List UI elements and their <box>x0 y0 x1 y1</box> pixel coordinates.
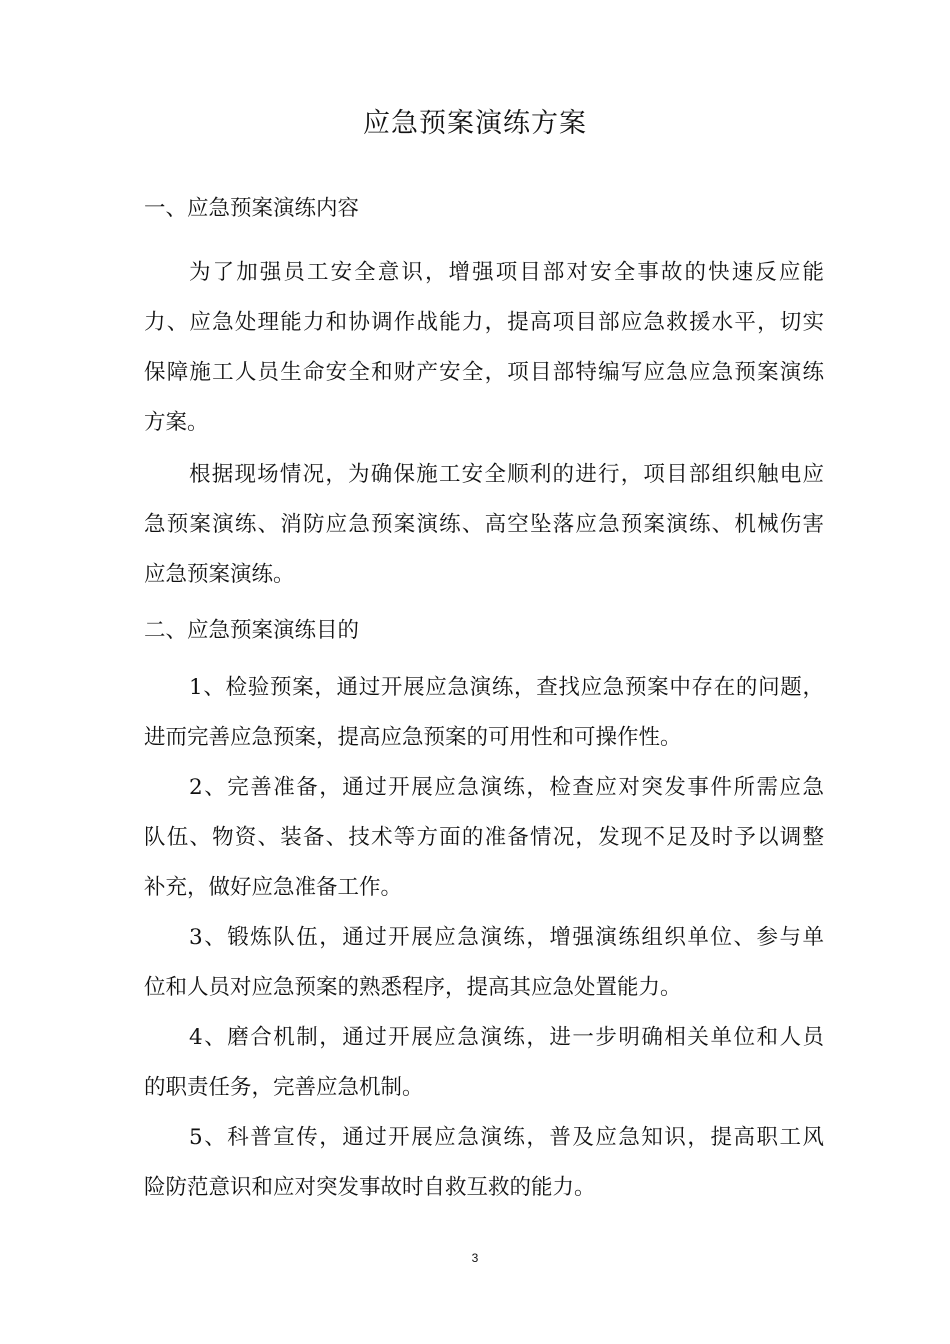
paragraph-line: 保障施工人员生命安全和财产安全，项目部特编写应急应急预案演练 <box>144 360 824 385</box>
list-item-line: 1、检验预案，通过开展应急演练，查找应急预案中存在的问题， <box>189 675 824 700</box>
document-title: 应急预案演练方案 <box>363 108 587 139</box>
list-item-line: 补充，做好应急准备工作。 <box>144 875 403 900</box>
list-item-line: 位和人员对应急预案的熟悉程序，提高其应急处置能力。 <box>144 975 682 1000</box>
paragraph-line: 力、应急处理能力和协调作战能力，提高项目部应急救援水平，切实 <box>144 310 824 335</box>
paragraph-line: 应急预案演练。 <box>144 562 295 587</box>
list-item-line: 3、锻炼队伍，通过开展应急演练，增强演练组织单位、参与单 <box>189 925 824 950</box>
paragraph-line: 根据现场情况，为确保施工安全顺利的进行，项目部组织触电应 <box>189 462 824 487</box>
list-item-line: 险防范意识和应对突发事故时自救互救的能力。 <box>144 1175 596 1200</box>
list-item-line: 2、完善准备，通过开展应急演练，检查应对突发事件所需应急 <box>189 775 824 800</box>
paragraph-line: 急预案演练、消防应急预案演练、高空坠落应急预案演练、机械伤害 <box>144 512 824 537</box>
list-item-line: 队伍、物资、装备、技术等方面的准备情况，发现不足及时予以调整 <box>144 825 824 850</box>
list-item-line: 5、科普宣传，通过开展应急演练，普及应急知识，提高职工风 <box>189 1125 824 1150</box>
list-item-line: 的职责任务，完善应急机制。 <box>144 1075 424 1100</box>
page-number: 3 <box>471 1251 479 1265</box>
paragraph-line: 为了加强员工安全意识，增强项目部对安全事故的快速反应能 <box>189 260 824 285</box>
section-heading-2: 二、应急预案演练目的 <box>144 618 360 643</box>
section-heading-1: 一、应急预案演练内容 <box>144 196 360 221</box>
list-item-line: 4、磨合机制，通过开展应急演练，进一步明确相关单位和人员 <box>189 1025 824 1050</box>
paragraph-line: 方案。 <box>144 410 209 435</box>
list-item-line: 进而完善应急预案，提高应急预案的可用性和可操作性。 <box>144 725 682 750</box>
